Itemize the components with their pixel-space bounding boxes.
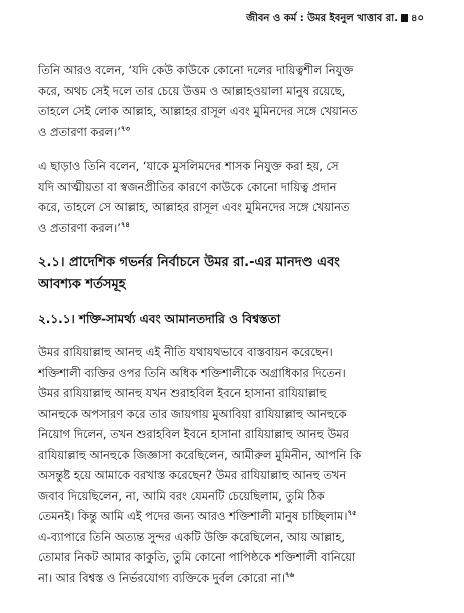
subsection-heading: ২.১.১। শক্তি-সামর্থ্য এবং আমানতদারি ও বিশ্বস্ততা xyxy=(38,312,281,326)
text-line: রাযিয়াল্লাহু আনহুকে জিজ্ঞাসা করেছিলেন, আমীরুল মুমিনীন, আপনি কি xyxy=(38,447,362,462)
text-line: নিয়োগ দিলেন, তখন শুরাহবিল ইবনে হাসানা রাযিয়াল্লাহু আনহু উমর xyxy=(38,427,349,441)
text-line: করে, তাহলে সে আল্লাহ, আল্লাহর রাসূল এবং মুমিনদের সঙ্গে খেয়ানত xyxy=(38,200,350,214)
header-title: জীবন ও কর্ম : উমর ইবনুল খাত্তাব রা. xyxy=(246,13,398,24)
text-line: উমর রাযিয়াল্লাহু আনহু এই নীতি যথাযথভাবে বাস্তবায়ন করেছেন। xyxy=(38,345,333,359)
text-line: ও প্রতারণা করল।’$^{৭৪}$ xyxy=(38,220,130,235)
body-paragraph xyxy=(38,342,434,588)
text-line: তেমনই। কিন্তু আমি এই পদের জন্য আরও শক্তিশালী মানুষ চাচ্ছিলাম।$^{৭৫}$ xyxy=(38,509,357,523)
footnote-ref: ৭৩ xyxy=(120,124,130,133)
text-line: অসন্তুষ্ট হয়ে আমাকে বরখাস্ত করেছেন? উমর রাযিয়াল্লাহু আনহু তখন xyxy=(38,468,347,482)
text-line: তাহলে সেই লোক আল্লাহ, আল্লাহর রাসূল এবং মুমিনদের সঙ্গে খেয়ানত xyxy=(38,104,358,118)
footnote-ref: ৭৪ xyxy=(120,220,130,229)
text-line: করে, অথচ সেই দলে তার চেয়ে উত্তম ও আল্লাহওয়ালা মানুষ রয়েছে, xyxy=(38,83,346,98)
page-number: ৪০ xyxy=(411,13,424,24)
text-line: তোমার নিকট আমার কাকুতি, তুমি কোনো পাপিষ্ঠকে শক্তিশালী বানিয়ো xyxy=(38,550,356,564)
section-heading-line: ২.১। প্রাদেশিক গভর্নর নির্বাচনে উমর রা.-এর মানদণ্ড এবং xyxy=(38,255,340,270)
square-bullet-icon xyxy=(401,14,408,22)
running-header xyxy=(40,12,424,26)
text-line: উমর রাযিয়াল্লাহু আনহু যখন শুরাহবিল ইবনে হাসানা রাযিয়াল্লাহু xyxy=(38,386,327,400)
section-heading xyxy=(38,252,434,296)
quote-paragraph-1 xyxy=(38,60,434,142)
text-line: না। আর বিশ্বস্ত ও নির্ভরযোগ্য ব্যক্তিকে দুর্বল কোরো না।$^{৭৬}$ xyxy=(38,570,295,585)
text-line: যদি আত্মীয়তা বা স্বজনপ্রীতির কারণে কাউকে কোনো দায়িত্ব প্রদান xyxy=(38,179,337,194)
text-line: তিনি আরও বলেন, ‘যদি কেউ কাউকে কোনো দলের দায়িত্বশীল নিযুক্ত xyxy=(38,63,354,77)
text-line: এ-ব্যাপারে তিনি অত্যন্ত সুন্দর একটি উক্তি করেছিলেন, আয় আল্লাহ, xyxy=(38,529,345,544)
text-line: শক্তিশালী ব্যক্তির ওপর তিনি অধিক শক্তিশালীকে অগ্রাধিকার দিতেন। xyxy=(38,365,346,380)
text-line: এ ছাড়াও তিনি বলেন, ‘যাকে মুসলিমদের শাসক নিযুক্ত করা হয়, সে xyxy=(38,159,339,173)
quote-paragraph-2 xyxy=(38,156,434,238)
text-line: জবাব দিয়েছিলেন, না, আমি বরং যেমনটি চেয়েছিলাম, তুমি ঠিক xyxy=(38,488,325,503)
footnote-ref: ৭৫ xyxy=(347,509,357,518)
footnote-ref: ৭৬ xyxy=(284,570,295,579)
page-body xyxy=(38,60,434,588)
text-line: আনহুকে অপসারণ করে তার জায়গায় মুআবিয়া রাযিয়াল্লাহু আনহুকে xyxy=(38,406,347,421)
text-line: ও প্রতারণা করল।’$^{৭৩}$ xyxy=(38,124,130,139)
section-heading-line: আবশ্যক শর্তসমূহ xyxy=(38,277,126,292)
